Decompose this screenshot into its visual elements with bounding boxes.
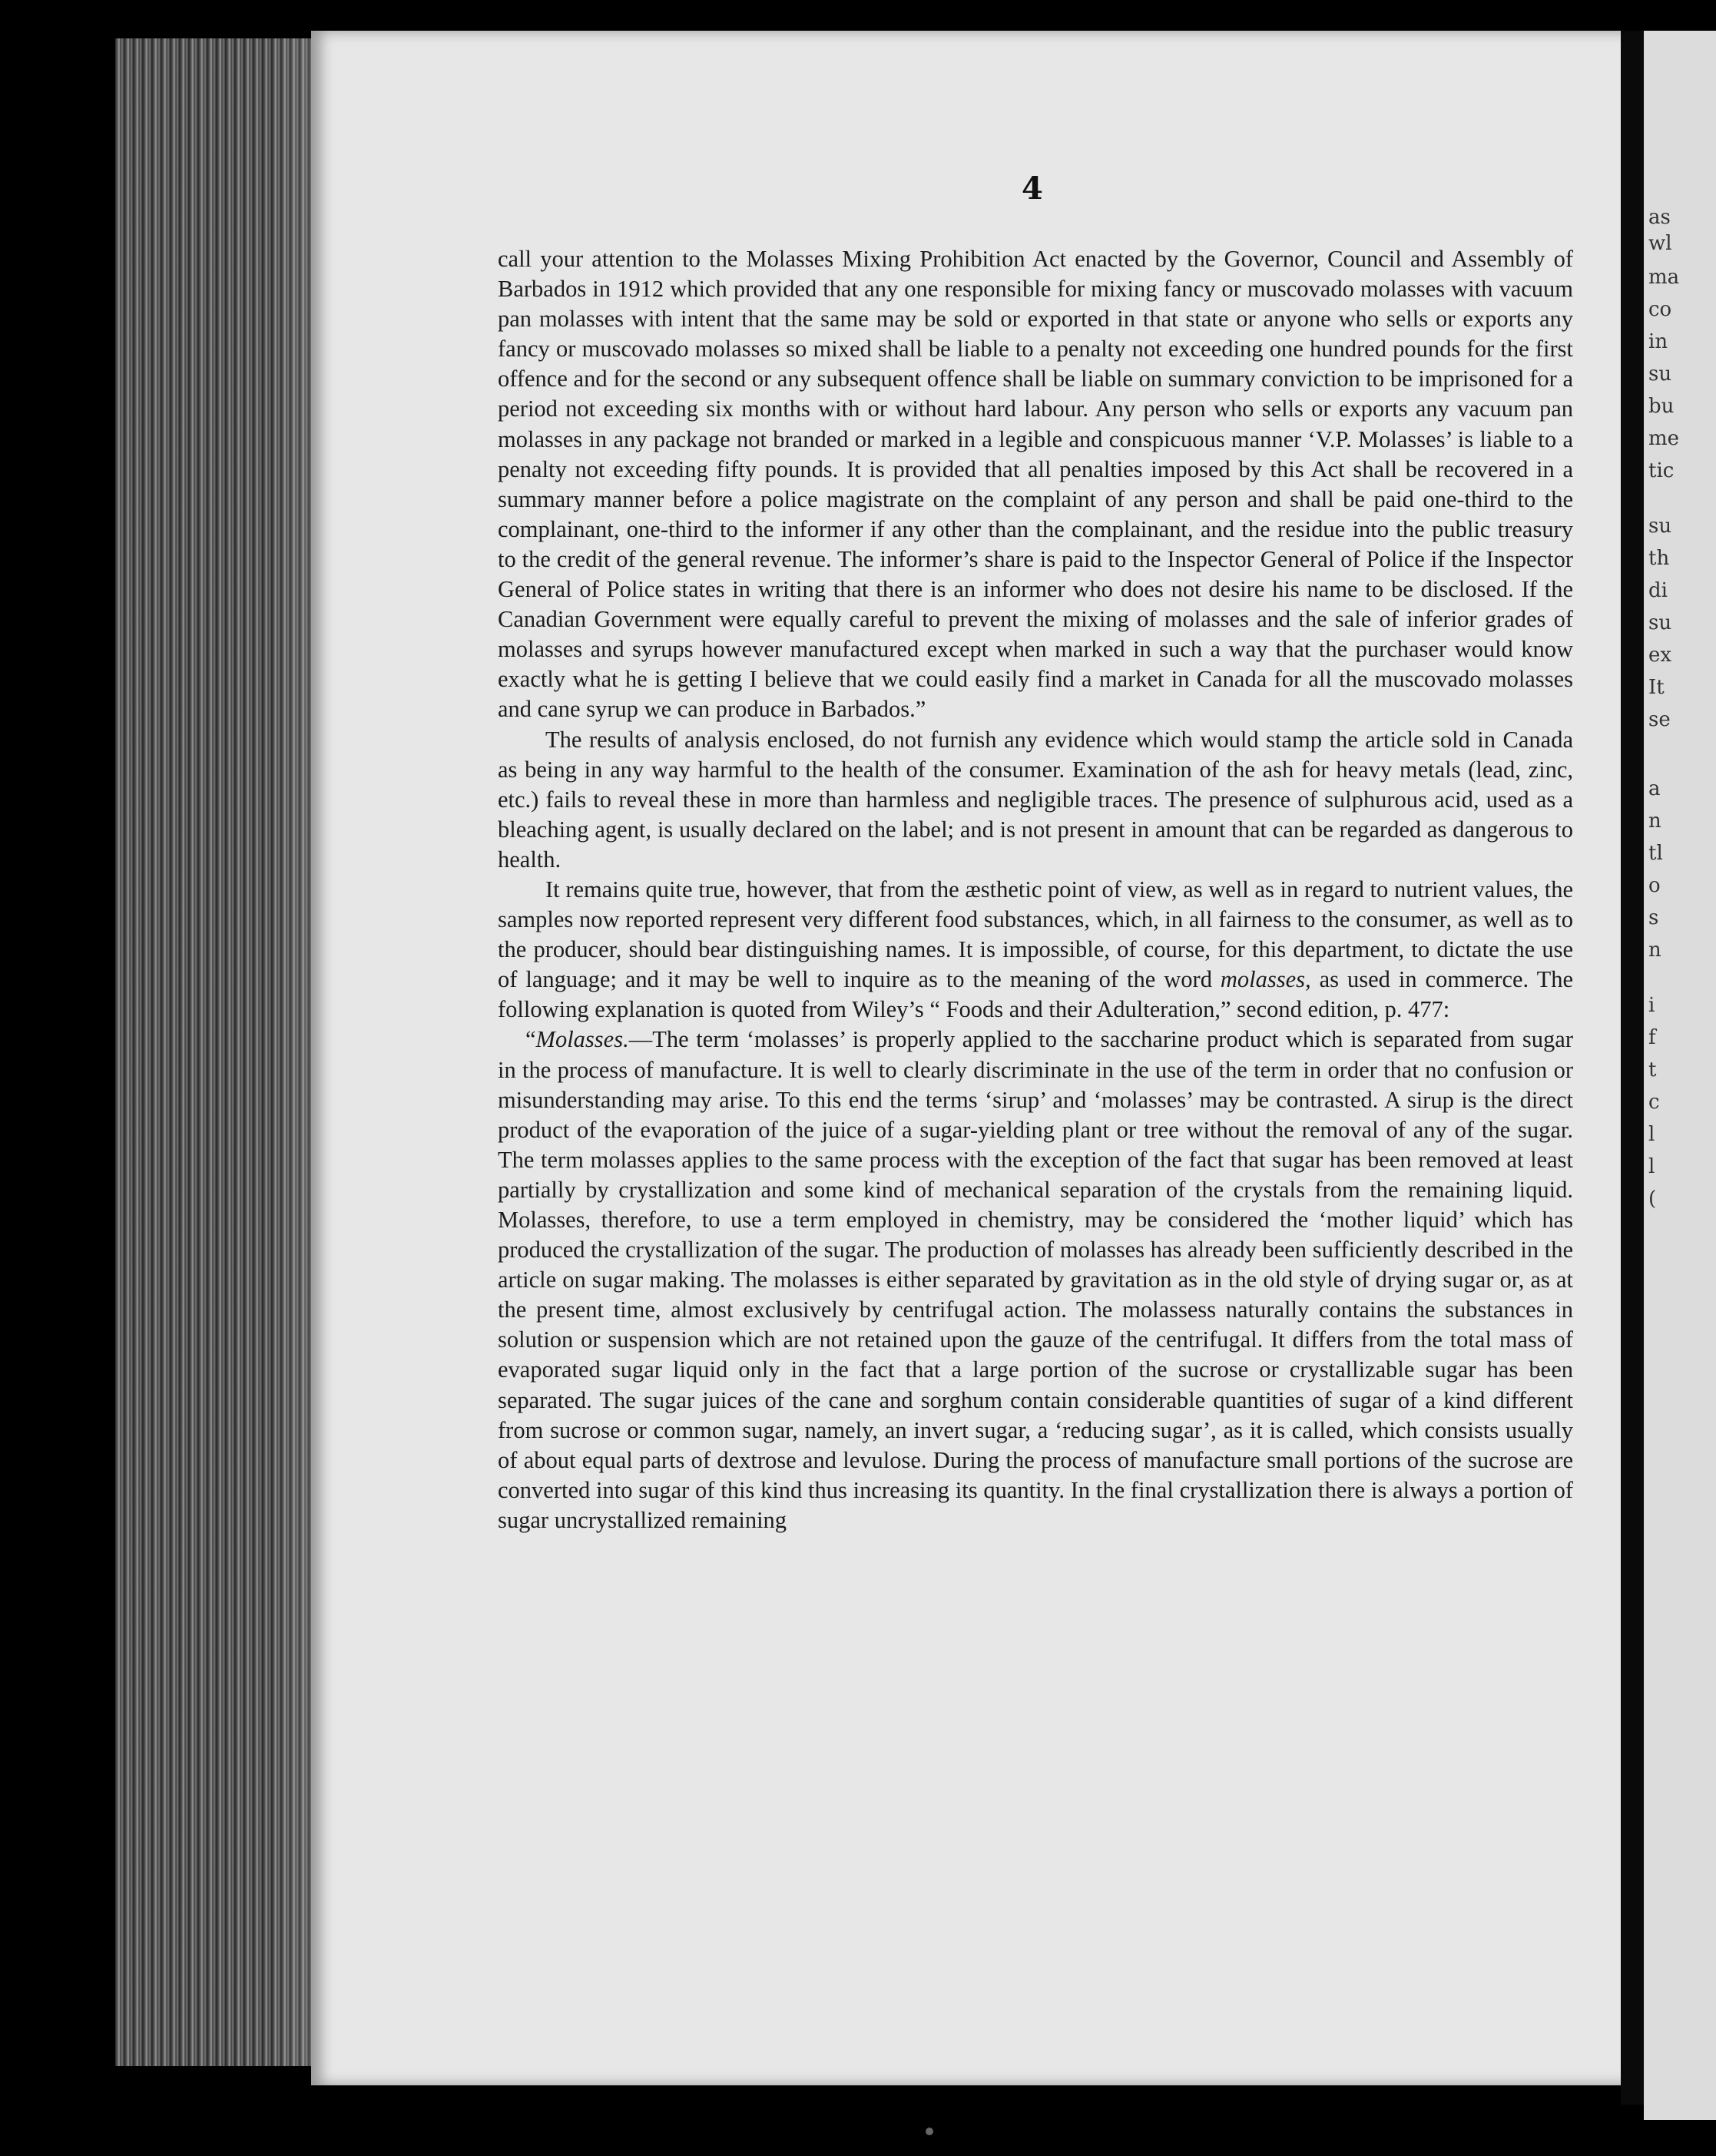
facing-fragment: su <box>1648 515 1672 538</box>
page-body <box>498 244 1573 1535</box>
facing-fragment: a <box>1648 777 1661 800</box>
book-gutter-shadow <box>1621 31 1644 2105</box>
facing-fragment: f <box>1648 1026 1656 1049</box>
paragraph-text: call your attention to the Molasses Mixing Prohibition Act enacted by the Governor, Council and Assembly of Barbados in 1912 which provided that any one responsible for mixing fancy or muscovado molasses with vacuum pan molasses with intent that the same may be sold or exported in that state or anyone who sells or exports any fancy or muscovado molasses so mixed shall be liable to a penalty not exceeding one hundred pounds for the first offence and for the second or any subsequent offence shall be liable on summary conviction to be imprisoned for a period not exceeding six months with or without hard labour. Any person who sells or exports any vacuum pan molasses in any package not branded or marked in a legible and conspicuous manner ‘V.P. Molasses’ is liable to a penalty not exceeding fifty pounds. It is provided that all penalties imposed by this Act shall be recovered in a summary manner before a police magistrate on the complaint of any person and shall be paid one-third to the complainant, one-third to the informer if any other than the complainant, and the residue into the public treasury to the credit of the general revenue. The informer’s share is paid to the Inspector General of Police if the Inspector General of Police states in writing that there is an informer who does not desire his name to be disclosed. If the Canadian Government were equally careful to prevent the mixing of molasses and the sale of inferior grades of molasses and syrups however manufactured except when marked in such a way that the purchaser would know exactly what he is getting I believe that we could easily find a market in Canada for all the muscovado molasses and cane syrup we can produce in Barbados.” <box>498 246 1573 723</box>
facing-fragment: bu <box>1648 395 1675 418</box>
facing-fragment: ma <box>1648 266 1680 289</box>
paragraph-analysis-results <box>498 725 1573 875</box>
facing-fragment: di <box>1648 579 1668 602</box>
facing-fragment: co <box>1648 298 1672 321</box>
facing-fragment: su <box>1648 363 1672 386</box>
paragraph-act-quote <box>498 244 1573 725</box>
italic-term-molasses: molasses, <box>1220 966 1311 993</box>
facing-fragment: as <box>1648 206 1671 229</box>
facing-fragment: s <box>1648 906 1659 929</box>
facing-fragment: i <box>1648 994 1655 1017</box>
facing-fragment: su <box>1648 611 1672 634</box>
facing-fragment: It <box>1648 676 1665 699</box>
paragraph-aesthetic-view <box>498 875 1573 1025</box>
paragraph-wiley-quote <box>498 1025 1573 1535</box>
facing-fragment: tl <box>1648 842 1663 865</box>
scan-speck <box>926 2128 933 2135</box>
facing-fragment: o <box>1648 874 1661 897</box>
paragraph-text: —The term ‘molasses’ is properly applied to the saccharine product which is separated from sugar in the process of manufacture. It is well to clearly discriminate in the use of the term in order that no confusion or misunderstanding may arise. To this end the terms ‘sirup’ and ‘molasses’ may be contrasted. A sirup is the direct product of the evaporation of the juice of a sugar-yielding plant or tree without the removal of any of the sugar. The term molasses applies to the same process with the exception of the fact that sugar has been removed at least partially by crystallization and some kind of mechanical separation of the crystals from the remaining liquid. Molasses, therefore, to use a term employed in chemistry, may be considered the ‘mother liquid’ which has produced the crystallization of the sugar. The production of molasses has already been sufficiently described in the article on sugar making. The molasses is either separated by gravitation as in the old style of drying sugar or, as at the present time, almost exclusively by centrifugal action. The molassess naturally contains the substances in solution or suspension which are not retained upon the gauze of the centrifugal. It differs from the total mass of evaporated sugar liquid only in the fact that a large portion of the sucrose or crystallizable sugar has been separated. The sugar juices of the cane and sorghum contain considerable quantities of sugar of a kind different from sucrose or common sugar, namely, an invert sugar, a ‘reducing sugar’, as it is called, which consists usually of about equal parts of dextrose and levulose. During the process of manufacture small portions of the sucrose are converted into sugar of this kind thus increasing its quantity. In the final crystallization there is always a portion of sugar uncrystallized remaining <box>498 1026 1573 1533</box>
facing-page-sliver <box>1644 31 1716 2120</box>
quote-heading-molasses: Molasses. <box>535 1026 629 1053</box>
facing-fragment: me <box>1648 427 1680 450</box>
facing-fragment: ( <box>1648 1187 1657 1210</box>
facing-fragment: se <box>1648 708 1671 731</box>
facing-fragment: n <box>1648 939 1661 962</box>
facing-fragment: l <box>1648 1155 1655 1178</box>
facing-fragment: wl <box>1648 232 1672 255</box>
facing-fragment: tic <box>1648 459 1675 482</box>
paragraph-text-before: It remains quite true, however, that from the æsthetic point of view, as well as in regard to nutrient values, the samples now reported represent very different food substances, which, in all fairness to the consumer, as well as to the producer, should bear distinguishing names. It is impossible, of course, for this department, to dictate the use of language; and it may be well to inquire as to the meaning of the word <box>498 876 1573 993</box>
facing-fragment: ex <box>1648 644 1672 667</box>
paragraph-text: The results of analysis enclosed, do not furnish any evidence which would stamp the article sold in Canada as being in any way harmful to the health of the consumer. Examination of the ash for heavy metals (lead, zinc, etc.) fails to reveal these in more than harmless and negligible traces. The presence of sulphurous acid, used as a bleaching agent, is usually declared on the label; and is not present in amount that can be regarded as dangerous to health. <box>498 726 1573 873</box>
facing-fragment: th <box>1648 547 1670 570</box>
page-number: 4 <box>1022 171 1043 207</box>
stacked-page-edges <box>115 38 315 2066</box>
facing-fragment: n <box>1648 810 1661 833</box>
facing-fragment: c <box>1648 1091 1660 1114</box>
facing-fragment: t <box>1648 1058 1657 1081</box>
paragraph-text-after: as used in commerce. The following explanation is quoted from Wiley’s “ Foods and their Adulteration,” second edition, p. 477: <box>498 966 1573 1023</box>
quote-open-mark: “ <box>525 1026 536 1053</box>
facing-fragment: in <box>1648 330 1668 353</box>
facing-fragment: l <box>1648 1123 1655 1146</box>
